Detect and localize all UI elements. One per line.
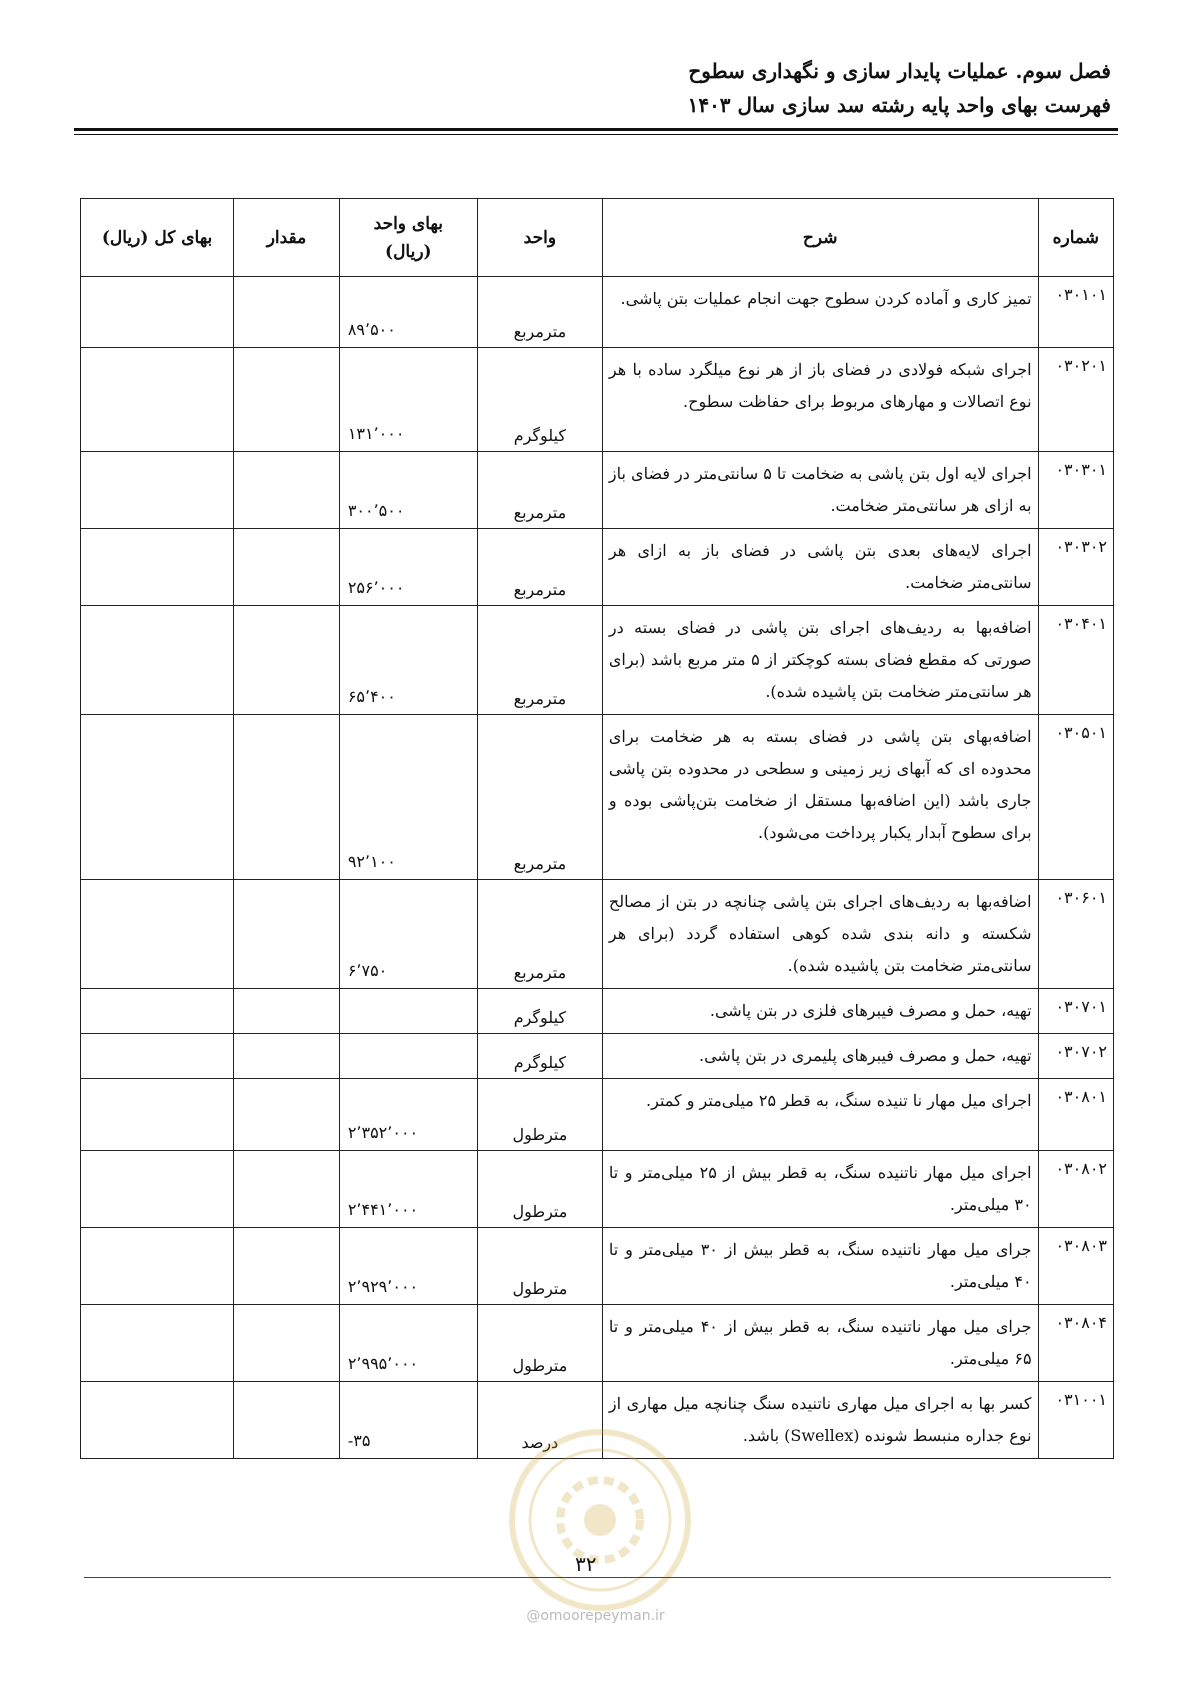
row-unit: کیلوگرم: [477, 1034, 602, 1079]
table-row: [81, 529, 1114, 606]
row-description: تمیز کاری و آماده کردن سطوح جهت انجام عملیات بتن پاشی.: [602, 277, 1038, 348]
row-unit-price: ۶٬۷۵۰: [339, 880, 477, 989]
header-total: بهای کل (ریال): [81, 199, 234, 277]
row-quantity: [234, 989, 340, 1034]
table-row: [81, 348, 1114, 452]
row-code: ۰۳۰۴۰۱: [1038, 606, 1113, 715]
footer-rule: [84, 1577, 1111, 1578]
page-header: [71, 54, 1111, 122]
row-total: [81, 348, 234, 452]
row-total: [81, 880, 234, 989]
row-unit-price: ۶۵٬۴۰۰: [339, 606, 477, 715]
header-desc: شرح: [602, 199, 1038, 277]
row-total: [81, 1382, 234, 1459]
row-quantity: [234, 880, 340, 989]
row-unit: درصد: [477, 1382, 602, 1459]
row-quantity: [234, 1382, 340, 1459]
page-number: ۳۲: [575, 1552, 597, 1576]
row-quantity: [234, 1079, 340, 1151]
row-unit-price: ۹۲٬۱۰۰: [339, 715, 477, 880]
table-header-row: [81, 199, 1114, 277]
row-unit: مترمربع: [477, 452, 602, 529]
row-description: اجرای شبکه فولادی در فضای باز از هر نوع میلگرد ساده با هر نوع اتصالات و مهارهای مربوط برای حفاظت سطوح.: [602, 348, 1038, 452]
header-unit-price-currency: (ریال): [385, 241, 432, 262]
row-code: ۰۳۰۷۰۲: [1038, 1034, 1113, 1079]
row-description: اجرای میل مهار نا تنیده سنگ، به قطر ۲۵ میلی‌متر و کمتر.: [602, 1079, 1038, 1151]
row-unit-price: ۲٬۳۵۲٬۰۰۰: [339, 1079, 477, 1151]
table-row: [81, 880, 1114, 989]
row-unit: مترطول: [477, 1228, 602, 1305]
row-unit-price: ۸۹٬۵۰۰: [339, 277, 477, 348]
row-unit-price: ۱۳۱٬۰۰۰: [339, 348, 477, 452]
table-row: [81, 715, 1114, 880]
row-code: ۰۳۰۵۰۱: [1038, 715, 1113, 880]
row-unit-price: ۲۵۶٬۰۰۰: [339, 529, 477, 606]
row-unit-price: ۲٬۹۲۹٬۰۰۰: [339, 1228, 477, 1305]
row-description: اضافه‌بها به ردیف‌های اجرای بتن پاشی چنانچه در بتن از مصالح شکسته و دانه بندی شده کوهی استفاده گردد (برای هر سانتی‌متر ضخامت بتن پاشیده شده).: [602, 880, 1038, 989]
row-total: [81, 277, 234, 348]
row-description: جرای میل مهار ناتنیده سنگ، به قطر بیش از ۴۰ میلی‌متر و تا ۶۵ میلی‌متر.: [602, 1305, 1038, 1382]
table-row: [81, 989, 1114, 1034]
row-code: ۰۳۰۸۰۲: [1038, 1151, 1113, 1228]
row-description: اضافه‌بهای بتن پاشی در فضای بسته به هر ضخامت برای محدوده ای که آبهای زیر زمینی و سطحی در محدوده بتن پاشی جاری باشد (این اضافه‌بها مستقل از ضخامت بتن‌پاشی بوده و برای سطوح آبدار یکبار پرداخت می‌شود).: [602, 715, 1038, 880]
row-unit: مترطول: [477, 1305, 602, 1382]
row-unit: مترطول: [477, 1079, 602, 1151]
row-description: اجرای لایه‌های بعدی بتن پاشی در فضای باز به ازای هر سانتی‌متر ضخامت.: [602, 529, 1038, 606]
row-total: [81, 452, 234, 529]
row-code: ۰۳۰۸۰۴: [1038, 1305, 1113, 1382]
chapter-title: فصل سوم. عملیات پایدار سازی و نگهداری سطوح: [688, 59, 1111, 83]
row-description: تهیه، حمل و مصرف فیبرهای پلیمری در بتن پاشی.: [602, 1034, 1038, 1079]
row-code: ۰۳۰۶۰۱: [1038, 880, 1113, 989]
row-total: [81, 1305, 234, 1382]
table-row: [81, 1305, 1114, 1382]
row-unit: کیلوگرم: [477, 989, 602, 1034]
row-total: [81, 1034, 234, 1079]
row-description: تهیه، حمل و مصرف فیبرهای فلزی در بتن پاشی.: [602, 989, 1038, 1034]
row-unit-price: ۲٬۹۹۵٬۰۰۰: [339, 1305, 477, 1382]
header-unit-price: [339, 199, 477, 277]
row-unit-price: -۳۵: [339, 1382, 477, 1459]
table-row: [81, 1034, 1114, 1079]
row-code: ۰۳۰۲۰۱: [1038, 348, 1113, 452]
row-unit-price: [339, 1034, 477, 1079]
row-code: ۰۳۰۷۰۱: [1038, 989, 1113, 1034]
row-unit-price: [339, 989, 477, 1034]
row-unit: مترمربع: [477, 529, 602, 606]
row-quantity: [234, 348, 340, 452]
row-total: [81, 1151, 234, 1228]
row-total: [81, 715, 234, 880]
row-total: [81, 989, 234, 1034]
row-unit: مترمربع: [477, 277, 602, 348]
header-rule-thick: [74, 128, 1118, 131]
row-unit: مترمربع: [477, 880, 602, 989]
row-quantity: [234, 1151, 340, 1228]
list-title: فهرست بهای واحد پایه رشته سد سازی سال ۱۴۰۳: [687, 93, 1111, 117]
table-row: [81, 1151, 1114, 1228]
row-quantity: [234, 1228, 340, 1305]
site-watermark: @omoorepeyman.ir: [526, 1608, 665, 1624]
header-unit-price-label: بهای واحد: [373, 213, 443, 234]
header-code: شماره: [1038, 199, 1113, 277]
row-description: جرای میل مهار ناتنیده سنگ، به قطر بیش از ۳۰ میلی‌متر و تا ۴۰ میلی‌متر.: [602, 1228, 1038, 1305]
row-total: [81, 1079, 234, 1151]
row-description: اجرای لایه اول بتن پاشی به ضخامت تا ۵ سانتی‌متر در فضای باز به ازای هر سانتی‌متر ضخامت.: [602, 452, 1038, 529]
price-table: [80, 198, 1114, 1459]
row-code: ۰۳۰۱۰۱: [1038, 277, 1113, 348]
header-qty: مقدار: [234, 199, 340, 277]
row-unit-price: ۲٬۴۴۱٬۰۰۰: [339, 1151, 477, 1228]
table-row: [81, 277, 1114, 348]
row-unit: مترمربع: [477, 606, 602, 715]
row-quantity: [234, 452, 340, 529]
row-quantity: [234, 715, 340, 880]
row-description: اجرای میل مهار ناتنیده سنگ، به قطر بیش از ۲۵ میلی‌متر و تا ۳۰ میلی‌متر.: [602, 1151, 1038, 1228]
row-description: کسر بها به اجرای میل مهاری ناتنیده سنگ چنانچه میل مهاری از نوع جداره منبسط شونده (Swellex) باشد.: [602, 1382, 1038, 1459]
row-unit: کیلوگرم: [477, 348, 602, 452]
table-row: [81, 606, 1114, 715]
row-quantity: [234, 606, 340, 715]
row-description: اضافه‌بها به ردیف‌های اجرای بتن پاشی در فضای بسته در صورتی که مقطع فضای بسته کوچکتر از ۵ متر مربع باشد (برای هر سانتی‌متر ضخامت بتن پاشیده شده).: [602, 606, 1038, 715]
table-row: [81, 1228, 1114, 1305]
seal-watermark-icon: [500, 1420, 700, 1620]
row-unit-price: ۳۰۰٬۵۰۰: [339, 452, 477, 529]
row-total: [81, 1228, 234, 1305]
row-code: ۰۳۰۳۰۲: [1038, 529, 1113, 606]
row-unit: مترطول: [477, 1151, 602, 1228]
row-unit: مترمربع: [477, 715, 602, 880]
row-code: ۰۳۱۰۰۱: [1038, 1382, 1113, 1459]
row-total: [81, 606, 234, 715]
row-total: [81, 529, 234, 606]
row-quantity: [234, 1034, 340, 1079]
table-row: [81, 1079, 1114, 1151]
row-code: ۰۳۰۳۰۱: [1038, 452, 1113, 529]
row-code: ۰۳۰۸۰۱: [1038, 1079, 1113, 1151]
header-unit: واحد: [477, 199, 602, 277]
row-quantity: [234, 529, 340, 606]
header-rule-thin: [74, 134, 1118, 135]
row-quantity: [234, 277, 340, 348]
table-row: [81, 452, 1114, 529]
row-code: ۰۳۰۸۰۳: [1038, 1228, 1113, 1305]
row-quantity: [234, 1305, 340, 1382]
